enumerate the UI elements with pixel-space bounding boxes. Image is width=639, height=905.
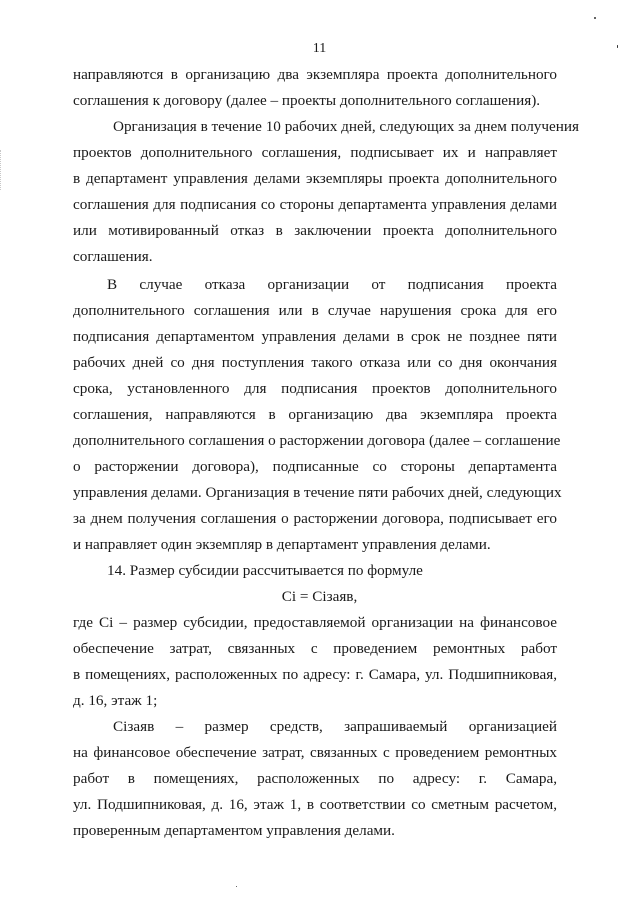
- text-line: Организация в течение 10 рабочих дней, следующих за днем получения: [113, 118, 580, 135]
- text-line: обеспечение затрат, связанных с проведением ремонтных работ: [73, 640, 557, 657]
- scan-speck: [236, 886, 237, 887]
- text-line: соглашения, направляются в организацию два экземпляра проекта: [73, 406, 557, 423]
- text-line: где Ci – размер субсидии, предоставляемой организации на финансовое: [73, 614, 557, 631]
- text-line: соглашения.: [73, 248, 153, 265]
- text-line: на финансовое обеспечение затрат, связанных с проведением ремонтных: [73, 744, 557, 761]
- scan-margin-marks: [0, 150, 3, 190]
- text-line: в департамент управления делами экземпляры проекта дополнительного: [73, 170, 557, 187]
- text-line: дополнительного соглашения или в случае нарушения срока для его: [73, 302, 557, 319]
- text-line: проектов дополнительного соглашения, подписывает их и направляет: [73, 144, 557, 161]
- text-line: В случае отказа организации от подписания проекта: [107, 276, 557, 293]
- text-line: соглашения для подписания со стороны департамента управления делами: [73, 196, 557, 213]
- text-line: о расторжении договора), подписанные со стороны департамента: [73, 458, 557, 475]
- formula: Ci = Ciзаяв,: [281, 588, 358, 605]
- text-line: д. 16, этаж 1;: [73, 692, 158, 709]
- text-line: дополнительного соглашения о расторжении договора (далее – соглашение: [73, 432, 561, 449]
- section-heading: 14. Размер субсидии рассчитывается по формуле: [107, 562, 423, 579]
- text-line: ул. Подшипниковая, д. 16, этаж 1, в соответствии со сметным расчетом,: [73, 796, 557, 813]
- text-line: срока, установленного для подписания проектов дополнительного: [73, 380, 557, 397]
- text-line: работ в помещениях, расположенных по адресу: г. Самара,: [73, 770, 557, 787]
- text-line: за днем получения соглашения о расторжении договора, подписывает его: [73, 510, 557, 527]
- text-line: в помещениях, расположенных по адресу: г. Самара, ул. Подшипниковая,: [73, 666, 557, 683]
- page-number: 11: [312, 41, 327, 56]
- text-line: и направляет один экземпляр в департамент управления делами.: [73, 536, 491, 553]
- text-line: соглашения к договору (далее – проекты дополнительного соглашения).: [73, 92, 541, 109]
- text-line: подписания департаментом управления делами в срок не позднее пяти: [73, 328, 557, 345]
- text-line: Ciзаяв – размер средств, запрашиваемый организацией: [113, 718, 557, 735]
- text-line: проверенным департаментом управления делами.: [73, 822, 395, 839]
- text-line: направляются в организацию два экземпляра проекта дополнительного: [73, 66, 557, 83]
- text-line: управления делами. Организация в течение пяти рабочих дней, следующих: [73, 484, 562, 501]
- text-line: рабочих дней со дня поступления такого отказа или со дня окончания: [73, 354, 557, 371]
- text-line: или мотивированный отказ в заключении проекта дополнительного: [73, 222, 557, 239]
- scan-speck: [594, 17, 596, 19]
